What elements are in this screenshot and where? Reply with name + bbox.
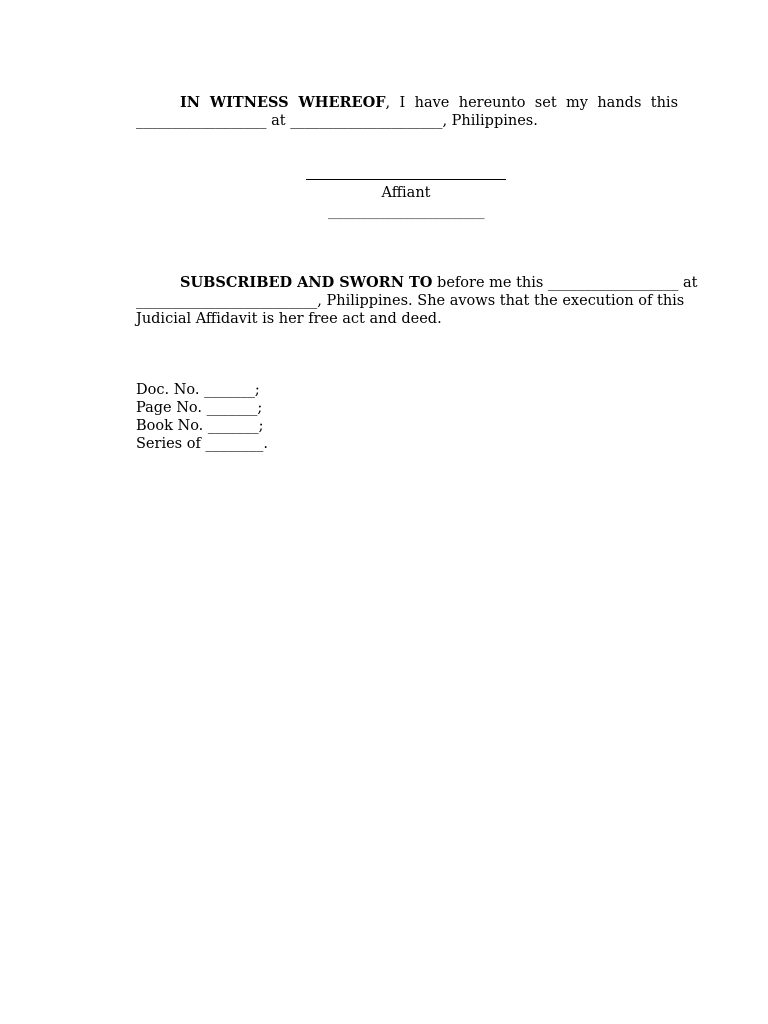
witness-line-1	[136, 94, 678, 112]
notary-block	[136, 381, 268, 453]
affiant-label: Affiant	[381, 185, 431, 201]
sworn-line-1	[136, 274, 698, 292]
doc-no: Doc. No. _______;	[136, 382, 260, 398]
witness-line-1-rest: , I have hereunto set my hands this	[385, 95, 679, 111]
sworn-line-3: Judicial Affidavit is her free act and deed.	[136, 311, 442, 327]
signature-block	[306, 169, 506, 222]
sworn-paragraph	[136, 274, 698, 328]
book-no: Book No. _______;	[136, 418, 264, 434]
sworn-lead: SUBSCRIBED AND SWORN TO	[180, 274, 433, 291]
sworn-line-2: _________________________, Philippines. She avows that the execution of this	[136, 293, 685, 309]
affiant-dashes: __________________________	[328, 205, 484, 220]
series: Series of ________.	[136, 436, 269, 452]
witness-line-2: __________________ at _____________________, Philippines.	[136, 113, 538, 129]
page-no: Page No. _______;	[136, 400, 263, 416]
signature-line	[306, 169, 506, 180]
witness-paragraph	[136, 94, 678, 130]
witness-lead: IN WITNESS WHEREOF	[180, 94, 386, 111]
sworn-line-1-rest: before me this __________________ at	[432, 275, 698, 291]
